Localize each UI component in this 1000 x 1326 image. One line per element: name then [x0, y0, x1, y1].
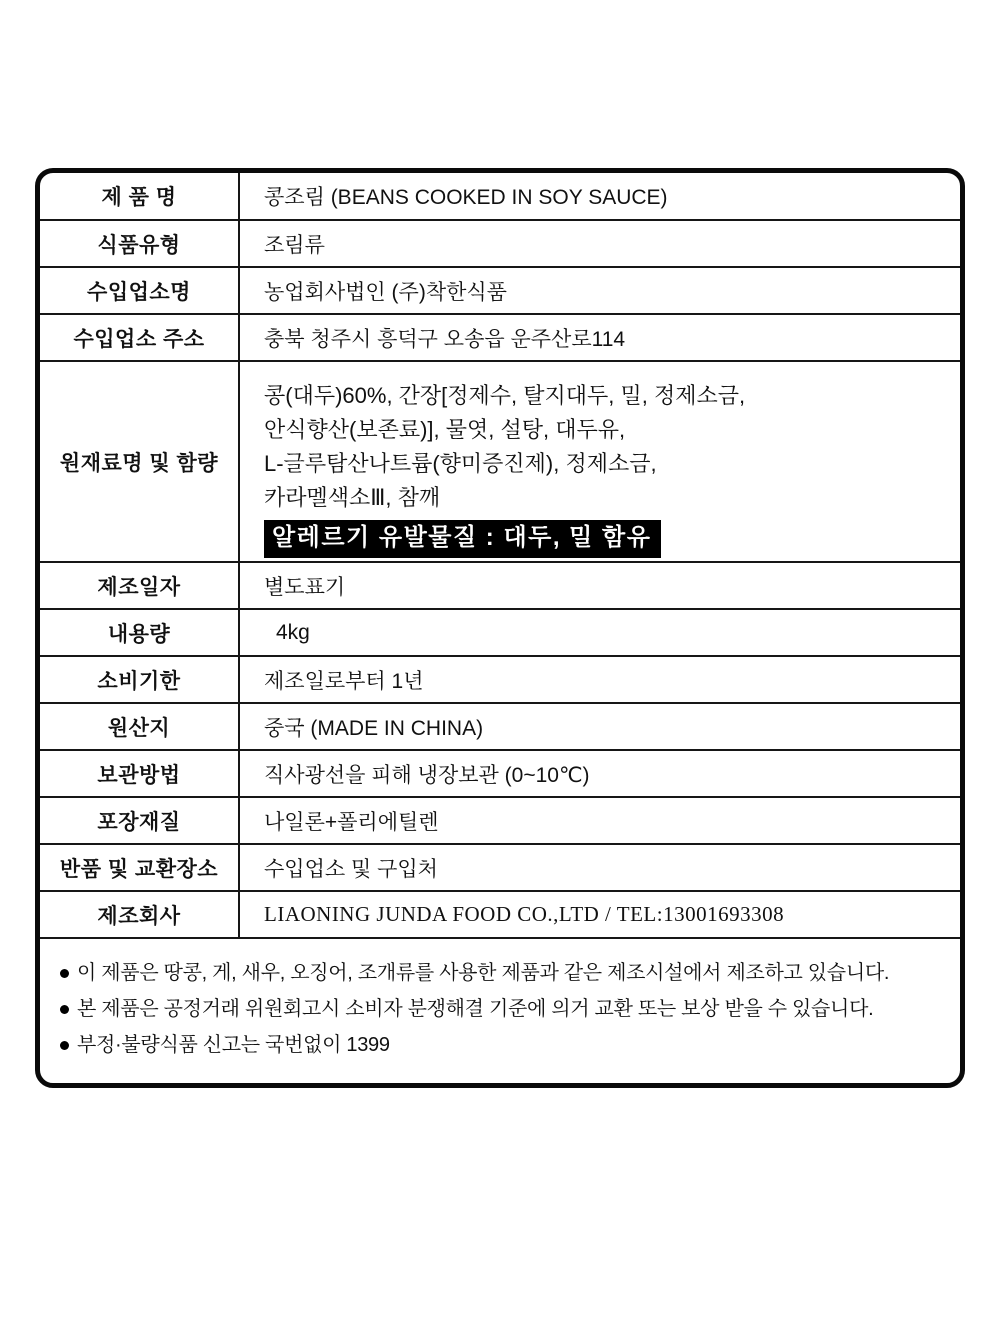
- footer-note-text: 이 제품은 땅콩, 게, 새우, 오징어, 조개류를 사용한 제품과 같은 제조시설에서 제조하고 있습니다.: [77, 962, 890, 984]
- row-label: 제조회사: [40, 892, 240, 937]
- footer-notes: [40, 939, 960, 1083]
- footer-note-text: 부정·불량식품 신고는 국번없이 1399: [77, 1034, 390, 1056]
- footer-note: [60, 991, 940, 1027]
- row-label: 원산지: [40, 704, 240, 749]
- row-label: 내용량: [40, 610, 240, 655]
- table-row-shelf-life: [40, 657, 960, 704]
- row-label: 소비기한: [40, 657, 240, 702]
- row-value: 제조일로부터 1년: [264, 669, 424, 693]
- table-row-packaging: [40, 798, 960, 845]
- table-row-importer-name: [40, 268, 960, 315]
- table-row-food-type: [40, 221, 960, 268]
- table-row-manufacture-date: [40, 563, 960, 610]
- row-value: 수입업소 및 구입처: [264, 857, 438, 881]
- table-row-storage: [40, 751, 960, 798]
- table-row-return-exchange: [40, 845, 960, 892]
- footer-note: [60, 1027, 940, 1063]
- product-info-table: [35, 168, 965, 1088]
- table-row-product-name: [40, 173, 960, 221]
- row-value: 충북 청주시 흥덕구 오송읍 운주산로114: [264, 327, 626, 351]
- row-value: 4kg: [276, 620, 310, 644]
- ingredient-line: 카라멜색소Ⅲ, 참깨: [264, 485, 441, 510]
- row-label: 반품 및 교환장소: [40, 845, 240, 890]
- row-value: LIAONING JUNDA FOOD CO.,LTD / TEL:13001693308: [264, 902, 785, 926]
- bullet-icon: [60, 969, 69, 978]
- row-value: 나일론+폴리에틸렌: [264, 810, 439, 834]
- table-row-manufacturer: [40, 892, 960, 939]
- ingredient-line: 안식향산(보존료)], 물엿, 설탕, 대두유,: [264, 417, 626, 442]
- footer-note-text: 본 제품은 공정거래 위원회고시 소비자 분쟁해결 기준에 의거 교환 또는 보상 받을 수 있습니다.: [77, 998, 874, 1020]
- row-value: 농업회사법인 (주)착한식품: [264, 280, 507, 304]
- allergen-warning-badge: 알레르기 유발물질 : 대두, 밀 함유: [264, 520, 661, 558]
- row-value: 조림류: [264, 233, 325, 257]
- table-row-origin: [40, 704, 960, 751]
- row-value: 중국 (MADE IN CHINA): [264, 716, 484, 740]
- bullet-icon: [60, 1041, 69, 1050]
- row-label: 식품유형: [40, 221, 240, 266]
- row-label: 포장재질: [40, 798, 240, 843]
- row-label: 보관방법: [40, 751, 240, 796]
- bullet-icon: [60, 1005, 69, 1014]
- row-value: 콩조림 (BEANS COOKED IN SOY SAUCE): [264, 186, 668, 209]
- ingredient-line: L-글루탐산나트륨(향미증진제), 정제소금,: [264, 451, 657, 476]
- table-row-net-weight: [40, 610, 960, 657]
- row-value: 별도표기: [264, 575, 346, 599]
- ingredient-line: 콩(대두)60%, 간장[정제수, 탈지대두, 밀, 정제소금,: [264, 383, 746, 408]
- ingredients-value: [240, 362, 960, 561]
- row-label: 제 품 명: [40, 173, 240, 219]
- row-label: 수입업소명: [40, 268, 240, 313]
- table-row-importer-address: [40, 315, 960, 362]
- row-value: 직사광선을 피해 냉장보관 (0~10℃): [264, 763, 590, 787]
- table-row-ingredients: [40, 362, 960, 563]
- footer-note: [60, 955, 940, 991]
- row-label: 원재료명 및 함량: [40, 362, 240, 561]
- row-label: 제조일자: [40, 563, 240, 608]
- row-label: 수입업소 주소: [40, 315, 240, 360]
